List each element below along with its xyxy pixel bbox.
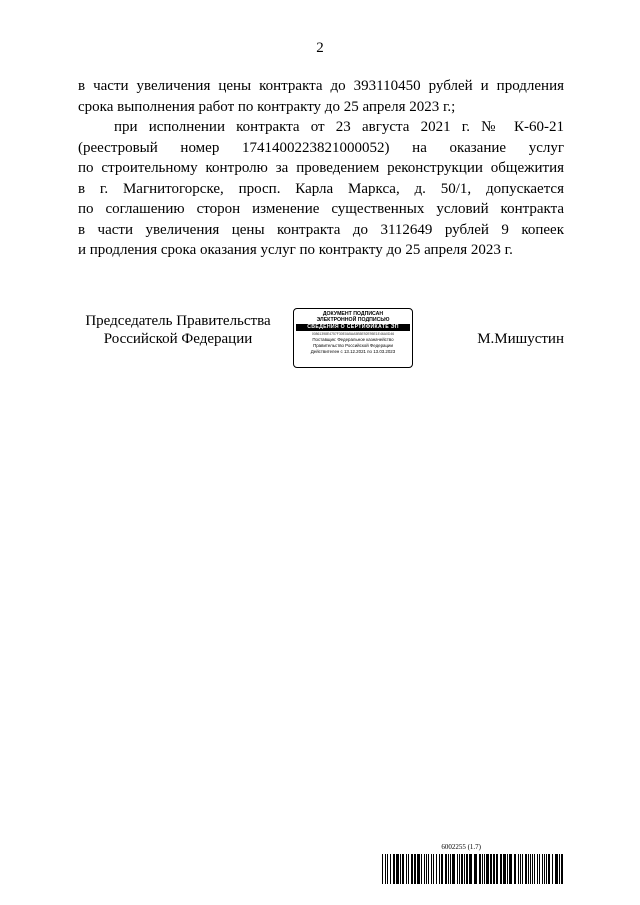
paragraph-2-line-4: в г. Магнитогорске, просп. Карла Маркса, д. 50/1, допускается [78,180,564,197]
page-number: 2 [316,40,324,56]
stamp-certificate-bar: СВЕДЕНИЯ О СЕРТИФИКАТЕ ЭП [296,324,410,331]
paragraph-1-line-2: срока выполнения работ по контракту до 25 апреля 2023 г.; [78,98,456,115]
signer-title-line-1: Председатель Правительства [85,313,271,329]
paragraph-2-line-7: и продления срока оказания услуг по контракту до 25 апреля 2023 г. [78,242,513,258]
document-body [78,76,564,261]
paragraph-2-line-2: (реестровый номер 1741400223821000052) на оказание услуг [78,139,564,156]
paragraph-2-line-5: по соглашению сторон изменение существенных условий контракта [78,201,564,217]
paragraph-1-line-1: в части увеличения цены контракта до 393110450 рублей и продления [78,78,564,94]
signer-title-line-2: Российской Федерации [103,331,253,347]
barcode-icon [382,854,564,884]
electronic-signature-stamp [293,308,413,368]
stamp-owner: Правительство Российской Федерации [313,343,393,348]
paragraph-2-line-3: по строительному контролю за проведением реконструкции общежития [78,160,564,176]
stamp-serial: 00861398E4757F30E0A5AA5B5E92E95E1E46A0D46 [311,332,395,336]
signer-title [78,312,278,348]
barcode-code: 6002255 (1.7) [441,843,481,851]
stamp-title-line-1: ДОКУМЕНТ ПОДПИСАН [322,311,384,317]
stamp-title-line-2: ЭЛЕКТРОННОЙ ПОДПИСЬЮ [316,317,390,323]
stamp-validity: Действителен с 13.12.2021 по 13.03.2023 [310,349,396,354]
stamp-provider: Поставщик: Федеральное казначейство [312,337,394,342]
paragraph-2-line-1: при исполнении контракта от 23 августа 2021 г. № К-60-21 [114,119,564,135]
barcode-area [382,843,564,887]
paragraph-2-line-6: в части увеличения цены контракта до 3112649 рублей 9 копеек [78,221,564,238]
signer-name: М.Мишустин [477,331,564,347]
signature-block [0,312,640,372]
